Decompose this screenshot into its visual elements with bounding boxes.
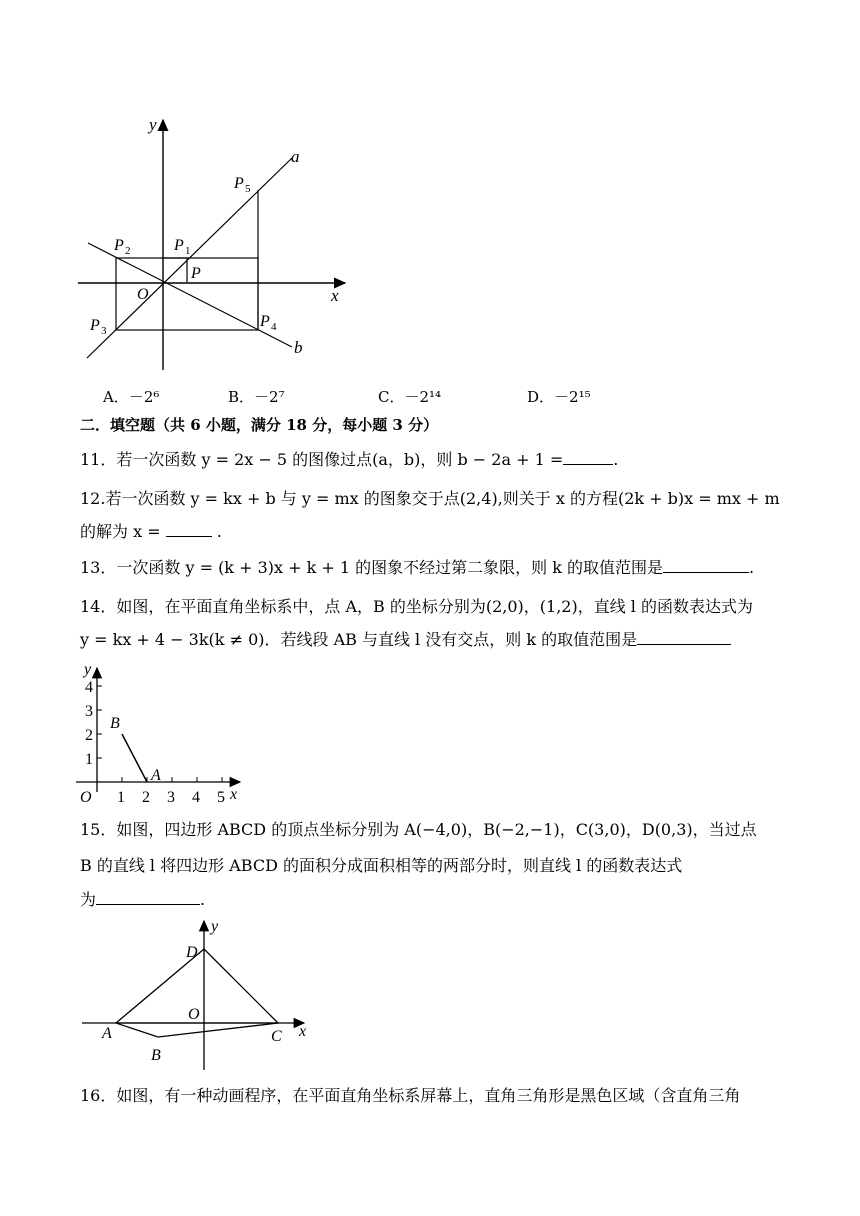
label-b: B — [110, 715, 120, 732]
label-p1: P — [174, 237, 184, 254]
y-tick-label-2: 2 — [85, 727, 93, 744]
question-11 — [80, 449, 618, 471]
label-p3-sub: 3 — [101, 325, 107, 337]
question-12-line2 — [80, 521, 222, 543]
label-c: C — [271, 1028, 282, 1045]
x-tick-label-3: 3 — [167, 789, 175, 806]
label-d: D — [186, 944, 198, 961]
x-tick-label-1: 1 — [117, 789, 125, 806]
label-p1-sub: 1 — [185, 245, 191, 257]
label-p4-sub: 4 — [271, 321, 277, 333]
label-line-a: a — [291, 147, 300, 166]
label-b: B — [151, 1047, 161, 1064]
section-title: 二．填空题（共 6 小题，满分 18 分，每小题 3 分） — [80, 416, 439, 434]
option-b: B．－2⁷ — [228, 388, 285, 406]
question-16-line1: 16．如图，有一种动画程序，在平面直角坐标系屏幕上，直角三角形是黑色区域（含直角三角 — [80, 1086, 741, 1105]
label-a: A — [102, 1025, 112, 1042]
q15-text: 为 — [80, 890, 97, 909]
label-x: x — [230, 786, 238, 803]
label-p5: P — [234, 175, 244, 192]
q11-end: . — [613, 450, 619, 469]
option-d: D．－2¹⁵ — [527, 388, 591, 406]
label-p2: P — [114, 237, 124, 254]
line-b — [88, 243, 292, 347]
question-15-line3 — [80, 889, 205, 911]
q15-end: . — [200, 890, 206, 909]
quadrilateral-abcd — [116, 949, 278, 1037]
q12-end: . — [211, 522, 222, 541]
label-p4: P — [260, 313, 270, 330]
label-p2-sub: 2 — [125, 245, 131, 257]
option-c: C．－2¹⁴ — [378, 388, 442, 406]
question-14-line2 — [80, 629, 731, 651]
label-p5-sub: 5 — [245, 183, 251, 195]
y-tick-label-4: 4 — [85, 679, 93, 696]
q13-blank[interactable] — [663, 558, 749, 573]
label-y: y — [84, 661, 92, 678]
y-tick-label-1: 1 — [85, 751, 93, 768]
figure-coordinate-lines — [70, 110, 360, 380]
label-line-b: b — [294, 338, 303, 357]
question-14-line1: 14．如图，在平面直角坐标系中，点 A，B 的坐标分别为(2,0)，(1,2)，直线 l 的函数表达式为 — [80, 597, 753, 616]
q12-blank[interactable] — [166, 522, 212, 537]
q11-text: 11．若一次函数 y = 2x − 5 的图像过点(a，b)，则 b − 2a + 1 = — [80, 450, 564, 469]
q13-text: 13．一次函数 y = (k + 3)x + k + 1 的图象不经过第二象限，则 k 的取值范围是 — [80, 558, 664, 577]
question-15-line2: B 的直线 l 将四边形 ABCD 的面积分成面积相等的两部分时，则直线 l 的函数表达式 — [80, 856, 683, 875]
label-origin: O — [80, 789, 92, 806]
q15-blank[interactable] — [96, 890, 200, 905]
segment-p-p1 — [163, 258, 187, 282]
figure-quadrilateral-abcd — [78, 915, 318, 1073]
question-13 — [80, 557, 754, 579]
label-origin: O — [137, 286, 149, 303]
question-12-line1: 12.若一次函数 y = kx + b 与 y = mx 的图象交于点(2,4),则关于 x 的方程(2k + b)x = mx + m — [80, 489, 780, 508]
y-tick-label-3: 3 — [85, 703, 93, 720]
label-x: x — [299, 1023, 307, 1040]
q14-text: y = kx + 4 − 3k(k ≠ 0)．若线段 AB 与直线 l 没有交点，则 k 的取值范围是 — [80, 630, 638, 649]
label-p: P — [191, 265, 201, 282]
label-y: y — [149, 115, 157, 134]
x-tick-label-4: 4 — [192, 789, 200, 806]
label-a: A — [151, 767, 161, 784]
q11-blank[interactable] — [563, 450, 613, 465]
label-y: y — [211, 918, 219, 935]
q13-end: . — [749, 558, 755, 577]
figure-segment-ab — [76, 660, 256, 808]
x-tick-label-5: 5 — [217, 789, 225, 806]
q14-blank[interactable] — [637, 630, 731, 645]
x-tick-label-2: 2 — [142, 789, 150, 806]
question-15-line1: 15．如图，四边形 ABCD 的顶点坐标分别为 A(−4,0)，B(−2,−1)，C(3,0)，D(0,3)，当过点 — [80, 820, 757, 839]
label-origin: O — [188, 1006, 200, 1023]
segment-ab — [122, 734, 147, 782]
label-x: x — [331, 286, 339, 305]
label-p3: P — [90, 317, 100, 334]
q12-text: 的解为 x = — [80, 522, 166, 541]
option-a: A．－2⁶ — [103, 388, 160, 406]
